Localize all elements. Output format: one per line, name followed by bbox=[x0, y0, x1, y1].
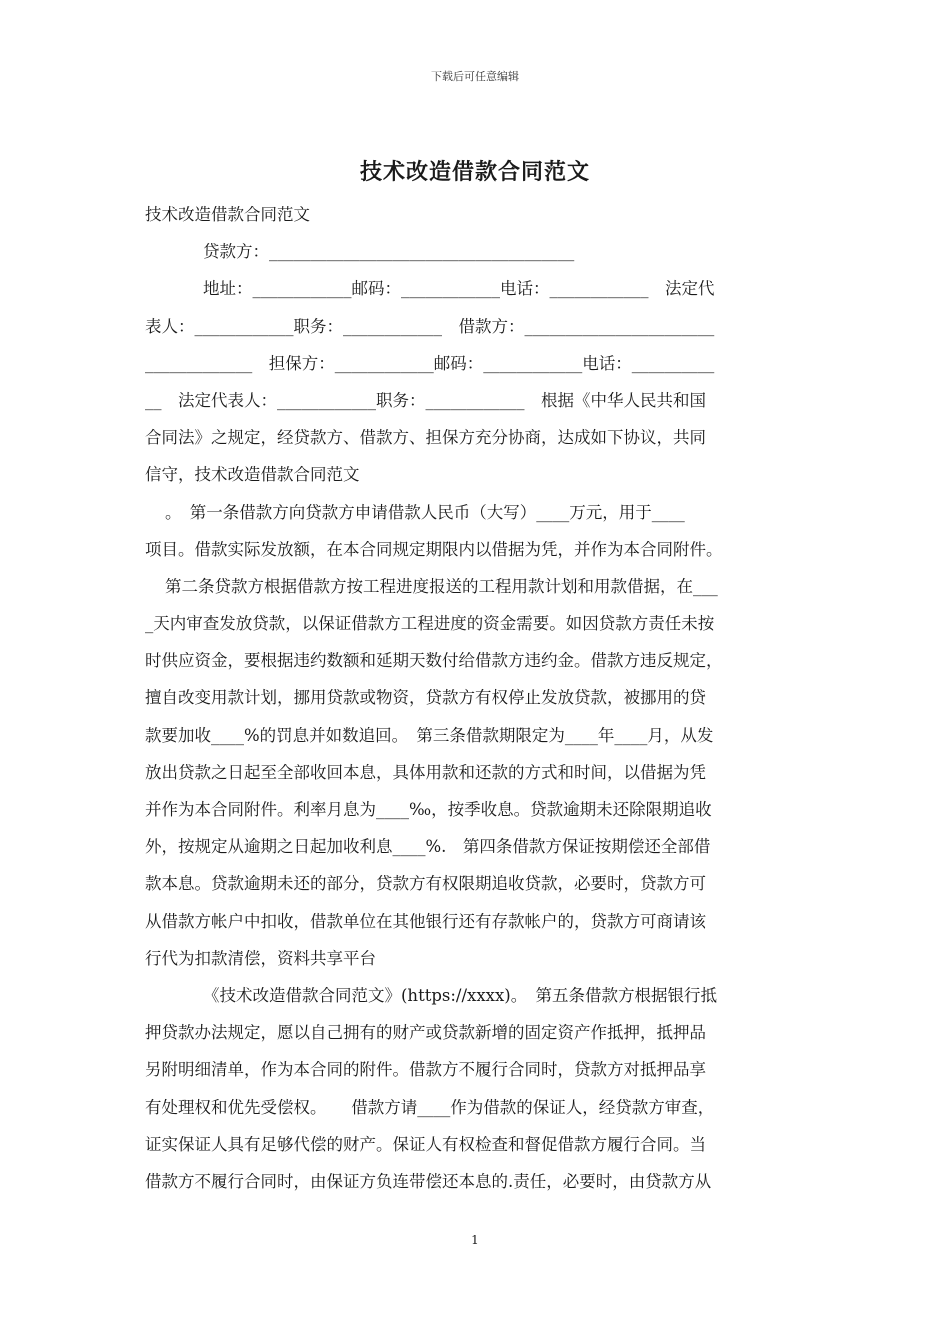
body-line: 另附明细清单，作为本合同的附件。借款方不履行合同时，贷款方对抵押品享 bbox=[145, 1060, 706, 1080]
body-line: _____________ 担保方：____________邮码：____________电话：__________ bbox=[145, 353, 715, 373]
body-line: 款要加收____%的罚息并如数追回。 第三条借款期限定为____年____月，从发 bbox=[145, 725, 714, 745]
body-line: 放出贷款之日起至全部收回本息，具体用款和还款的方式和时间，以借据为凭 bbox=[145, 762, 706, 782]
body-line: 表人：____________职务：____________ 借款方：_______________________ bbox=[145, 316, 715, 336]
body-line: 款本息。贷款逾期未还的部分，贷款方有权限期追收贷款，必要时，贷款方可 bbox=[145, 874, 706, 894]
body-line: 从借款方帐户中扣收，借款单位在其他银行还有存款帐户的，贷款方可商请该 bbox=[145, 911, 706, 931]
body-line: 第二条贷款方根据借款方按工程进度报送的工程用款计划和用款借据，在___ bbox=[165, 576, 718, 596]
body-line: 并作为本合同附件。利率月息为____‰，按季收息。贷款逾期未还除限期追收 bbox=[145, 800, 712, 819]
contract-body bbox=[145, 196, 807, 1200]
body-line: 。 第一条借款方向贷款方申请借款人民币（大写）____万元，用于____ bbox=[165, 502, 685, 522]
body-line: 信守，技术改造借款合同范文 bbox=[145, 465, 360, 485]
body-line: _天内审查发放贷款，以保证借款方工程进度的资金需要。如因贷款方责任未按 bbox=[145, 614, 715, 634]
body-line: 证实保证人具有足够代偿的财产。保证人有权检查和督促借款方履行合同。当 bbox=[145, 1134, 706, 1154]
page-number: 1 bbox=[471, 1233, 479, 1247]
body-line: 有处理权和优先受偿权。 借款方请____作为借款的保证人，经贷款方审查， bbox=[145, 1097, 715, 1117]
body-line: 技术改造借款合同范文 bbox=[145, 205, 310, 224]
body-line: 外，按规定从逾期之日起加收利息____%. 第四条借款方保证按期偿还全部借 bbox=[145, 837, 711, 857]
body-line: 时供应资金，要根据违约数额和延期天数付给借款方违约金。借款方违反规定， bbox=[145, 651, 723, 671]
body-line: 擅自改变用款计划，挪用贷款或物资，贷款方有权停止发放贷款，被挪用的贷 bbox=[145, 688, 706, 708]
document-title: 技术改造借款合同范文 bbox=[359, 160, 590, 185]
body-line: 项目。借款实际发放额，在本合同规定期限内以借据为凭，并作为本合同附件。 bbox=[145, 539, 723, 559]
body-line: 地址：____________邮码：____________电话：____________ 法定代 bbox=[203, 279, 715, 299]
body-line: __ 法定代表人：____________职务：____________ 根据《中华人民共和国 bbox=[145, 390, 706, 410]
body-line: 押贷款办法规定，愿以自己拥有的财产或贷款新增的固定资产作抵押，抵押品 bbox=[145, 1023, 706, 1043]
body-line: 合同法》之规定，经贷款方、借款方、担保方充分协商，达成如下协议，共同 bbox=[145, 428, 706, 448]
body-line: 贷款方：_____________________________________ bbox=[203, 242, 575, 262]
body-line: 借款方不履行合同时，由保证方负连带偿还本息的.责任，必要时，由贷款方从 bbox=[145, 1171, 712, 1191]
body-line: 《技术改造借款合同范文》(https://xxxx)。 第五条借款方根据银行抵 bbox=[203, 985, 717, 1005]
header-note: 下载后可任意编辑 bbox=[431, 70, 519, 83]
body-line: 行代为扣款清偿，资料共享平台 bbox=[145, 948, 376, 968]
